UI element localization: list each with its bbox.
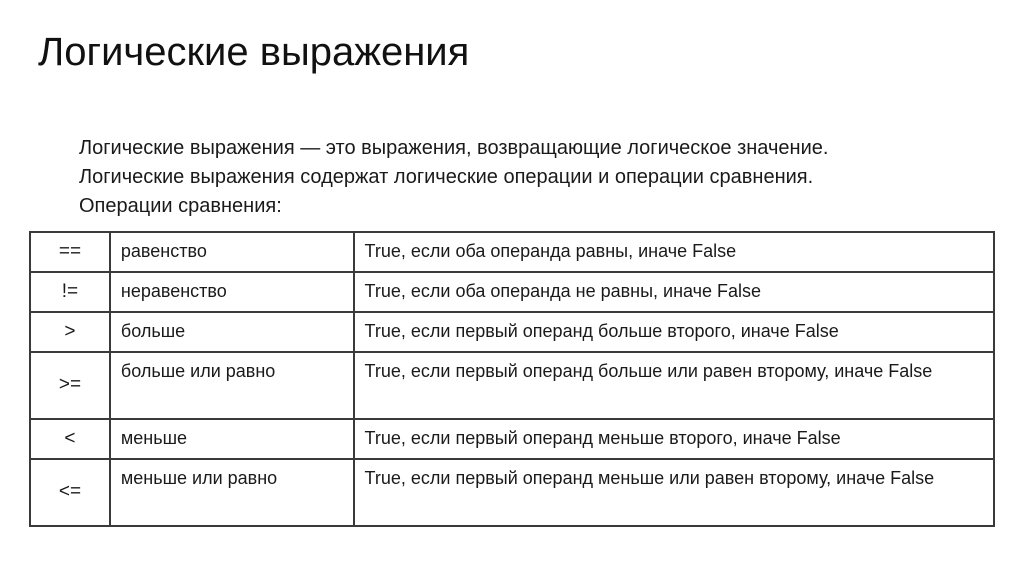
operator-description-cell: True, если первый операнд больше или равен второму, иначе False xyxy=(354,352,994,419)
operator-name-cell: меньше xyxy=(110,419,354,459)
operator-description-cell: True, если первый операнд больше второго, иначе False xyxy=(354,312,994,352)
table-row xyxy=(30,459,994,526)
operator-cell: < xyxy=(30,419,110,459)
table-row xyxy=(30,352,994,419)
operator-name-cell: больше или равно xyxy=(110,352,354,419)
operator-name-cell: меньше или равно xyxy=(110,459,354,526)
operator-name-cell: неравенство xyxy=(110,272,354,312)
slide-title: Логические выражения xyxy=(38,30,470,74)
operator-cell: == xyxy=(30,232,110,272)
operator-name-cell: больше xyxy=(110,312,354,352)
operator-name-cell: равенство xyxy=(110,232,354,272)
operator-description-cell: True, если первый операнд меньше второго, иначе False xyxy=(354,419,994,459)
intro-line-3: Операции сравнения: xyxy=(79,195,282,217)
operator-cell: > xyxy=(30,312,110,352)
operator-description-cell: True, если оба операнда не равны, иначе False xyxy=(354,272,994,312)
operator-description-cell: True, если оба операнда равны, иначе False xyxy=(354,232,994,272)
intro-line-1: Логические выражения — это выражения, возвращающие логическое значение. xyxy=(79,137,829,159)
intro-line-2: Логические выражения содержат логические операции и операции сравнения. xyxy=(79,166,814,188)
operator-description-cell: True, если первый операнд меньше или равен второму, иначе False xyxy=(354,459,994,526)
comparison-operators-table xyxy=(29,231,995,527)
table-row xyxy=(30,312,994,352)
table-row xyxy=(30,232,994,272)
operator-cell: != xyxy=(30,272,110,312)
table-row xyxy=(30,272,994,312)
table-row xyxy=(30,419,994,459)
operator-cell: <= xyxy=(30,459,110,526)
operator-cell: >= xyxy=(30,352,110,419)
intro-text xyxy=(79,134,1009,221)
